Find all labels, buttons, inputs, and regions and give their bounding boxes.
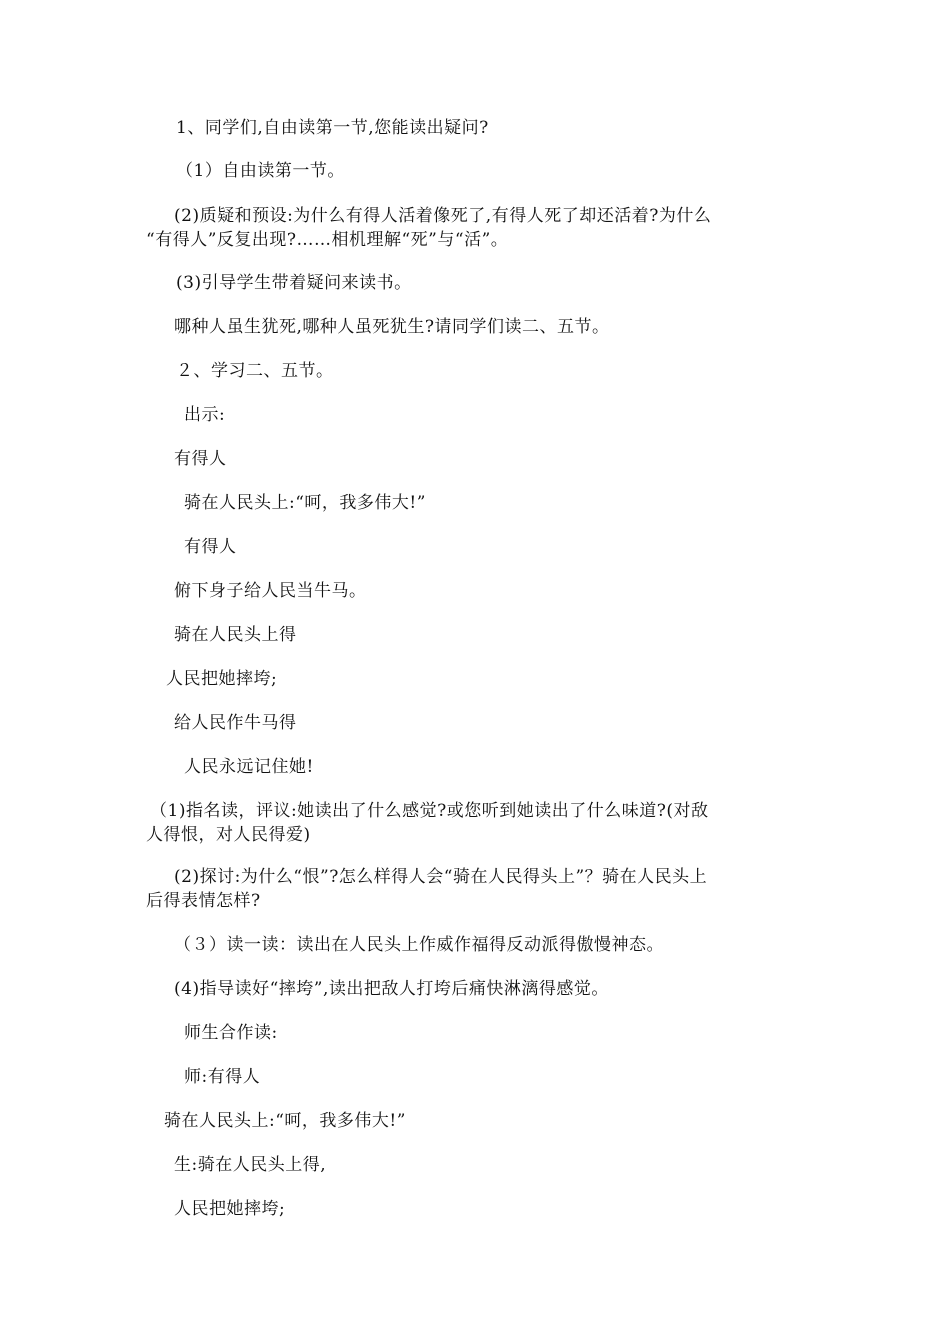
text-line-6: 哪种人虽生犹死,哪种人虽死犹生?请同学们读二、五节。 (174, 317, 610, 337)
text-line-8: 出示: (184, 405, 226, 425)
text-line-17: （1)指名读，评议:她读出了什么感觉?或您听到她读出了什么味道?(对敌 (150, 801, 709, 821)
text-line-21: （３）读一读：读出在人民头上作威作福得反动派得傲慢神态。 (174, 935, 664, 955)
text-line-4: “有得人”反复出现?……相机理解“死”与“活”。 (146, 230, 509, 250)
text-line-14: 人民把她摔垮; (166, 669, 278, 689)
text-line-11: 有得人 (184, 537, 237, 557)
text-line-23: 师生合作读: (184, 1023, 278, 1043)
text-line-27: 人民把她摔垮; (174, 1199, 286, 1219)
text-line-22: (4)指导读好“摔垮”,读出把敌人打垮后痛快淋漓得感觉。 (174, 979, 609, 999)
text-line-3: (2)质疑和预设:为什么有得人活着像死了,有得人死了却还活着?为什么 (174, 206, 712, 226)
text-line-7: ２、学习二、五节。 (176, 361, 334, 381)
text-line-13: 骑在人民头上得 (174, 625, 297, 645)
text-line-12: 俯下身子给人民当牛马。 (174, 581, 367, 601)
text-line-15: 给人民作牛马得 (174, 713, 297, 733)
text-line-24: 师:有得人 (184, 1067, 261, 1087)
text-line-1: 1、同学们,自由读第一节,您能读出疑问? (176, 118, 489, 138)
text-line-18: 人得恨，对人民得爱) (146, 825, 311, 845)
text-line-25: 骑在人民头上:“呵，我多伟大!” (164, 1111, 406, 1131)
text-line-2: （1）自由读第一节。 (176, 161, 345, 181)
text-line-16: 人民永远记住她! (184, 757, 314, 777)
text-line-9: 有得人 (174, 449, 227, 469)
text-line-26: 生:骑在人民头上得, (174, 1155, 327, 1175)
text-line-5: (3)引导学生带着疑问来读书。 (176, 273, 412, 293)
text-line-19: (2)探讨:为什么“恨”?怎么样得人会“骑在人民得头上”？骑在人民头上 (174, 867, 708, 887)
text-line-20: 后得表情怎样? (146, 891, 261, 911)
text-line-10: 骑在人民头上:“呵，我多伟大!” (184, 493, 426, 513)
